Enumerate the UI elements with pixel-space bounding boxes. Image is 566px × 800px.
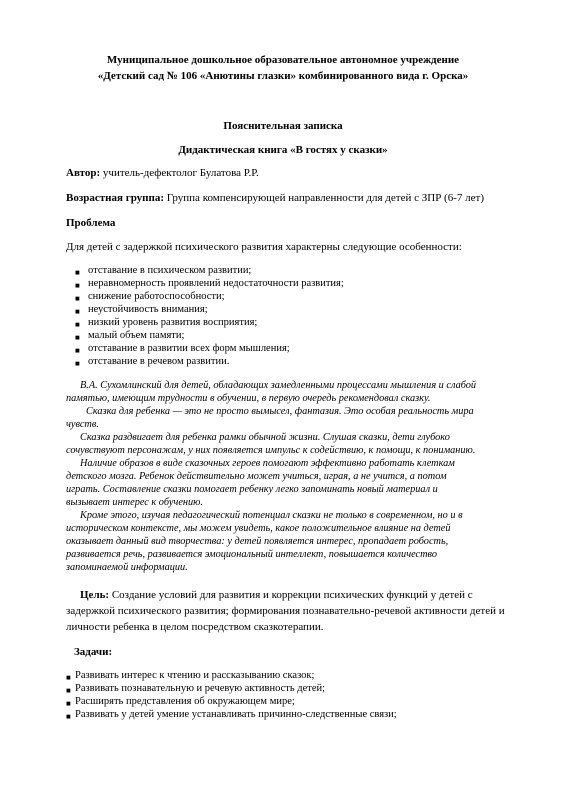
problem-item-text: малый объем памяти; bbox=[88, 330, 185, 341]
quote-line: оказывает данный вид творчества: у детей появляется интерес, пропадает робость, bbox=[66, 536, 449, 547]
goal-line3: личности ребенка в целом посредством сказкотерапии. bbox=[66, 621, 324, 633]
bullet-icon: ■ bbox=[66, 699, 71, 708]
quote-line: Сказка для ребенка — это не просто вымысел, фантазия. Это особая реальность мира bbox=[86, 406, 474, 417]
institution-name-line2: «Детский сад № 106 «Анютины глазки» комбинированного вида г. Орска» bbox=[97, 70, 469, 82]
bullet-icon: ■ bbox=[75, 294, 80, 303]
quote-line: играть. Составление сказки помогает ребенку легко запоминать новый материал и bbox=[66, 484, 438, 495]
quote-line: чувств. bbox=[66, 419, 99, 430]
book-title: Дидактическая книга «В гостях у сказки» bbox=[178, 144, 388, 156]
task-item-text: Развивать интерес к чтению и рассказыванию сказок; bbox=[75, 670, 315, 681]
bullet-icon: ■ bbox=[75, 307, 80, 316]
problem-item-text: неравномерность проявлений недостаточности развития; bbox=[88, 278, 344, 289]
quote-line: памятью, имеющим трудности в обучении, в первую очередь рекомендовал сказку. bbox=[66, 393, 431, 404]
bullet-icon: ■ bbox=[75, 281, 80, 290]
problem-item-text: отставание в речевом развитии. bbox=[88, 356, 230, 367]
quote-line: историческом контексте, мы можем увидеть, какое положительное влияние на детей bbox=[66, 523, 451, 534]
author-label: Автор: bbox=[66, 167, 101, 179]
bullet-icon: ■ bbox=[66, 673, 71, 682]
bullet-icon: ■ bbox=[75, 359, 80, 368]
quote-line: сочувствуют персонажам, у них появляется импульс к содействию, к помощи, к пониманию. bbox=[66, 445, 476, 456]
quote-line: вызывает интерес к обучению. bbox=[66, 497, 204, 508]
bullet-icon: ■ bbox=[75, 320, 80, 329]
goal-line1 bbox=[80, 589, 473, 601]
quote-line: В.А. Сухомлинский для детей, обладающих замедленными процессами мышления и слабой bbox=[80, 380, 477, 391]
author-line bbox=[66, 167, 259, 179]
author-value: учитель-дефектолог Булатова Р.Р. bbox=[100, 167, 259, 179]
institution-name-line1: Муниципальное дошкольное образовательное автономное учреждение bbox=[106, 54, 460, 66]
problem-item-text: снижение работоспособности; bbox=[88, 291, 225, 302]
goal-line2: задержкой психического развития; формирования познавательно-речевой активности детей и bbox=[66, 605, 505, 617]
goal-text-1: Создание условий для развития и коррекции психических функций у детей с bbox=[109, 589, 473, 601]
age-group-line bbox=[66, 192, 484, 204]
bullet-icon: ■ bbox=[66, 686, 71, 695]
quote-line: развивается речь, развивается эмоциональный интеллект, повышается количество bbox=[66, 549, 438, 560]
problem-item-text: отставание в психическом развитии; bbox=[88, 265, 252, 276]
quote-line: Наличие образов в виде сказочных героев помогают эффективно работать клеткам bbox=[80, 458, 455, 469]
quote-line: Кроме этого, изучая педагогический потенциал сказки не только в современном, но и в bbox=[80, 510, 463, 521]
problem-item-text: неустойчивость внимания; bbox=[88, 304, 208, 315]
goal-label: Цель: bbox=[80, 589, 110, 601]
age-group-label: Возрастная группа: bbox=[66, 192, 165, 204]
problem-heading: Проблема bbox=[66, 217, 116, 229]
problem-intro: Для детей с задержкой психического развития характерны следующие особенности: bbox=[66, 241, 462, 253]
bullet-icon: ■ bbox=[75, 333, 80, 342]
tasks-heading: Задачи: bbox=[74, 646, 113, 658]
doc-type-title: Пояснительная записка bbox=[223, 120, 343, 132]
quote-line: запоминаемой информации. bbox=[66, 562, 188, 573]
bullet-icon: ■ bbox=[75, 268, 80, 277]
task-item-text: Развивать у детей умение устанавливать причинно-следственные связи; bbox=[75, 709, 397, 720]
age-group-value: Группа компенсирующей направленности для детей с ЗПР (6-7 лет) bbox=[164, 192, 484, 204]
quote-line: Сказка раздвигает для ребенка рамки обычной жизни. Слушая сказки, дети глубоко bbox=[80, 432, 450, 443]
bullet-icon: ■ bbox=[75, 346, 80, 355]
task-item-text: Расширять представления об окружающем мире; bbox=[75, 696, 295, 707]
problem-item-text: отставание в развитии всех форм мышления; bbox=[88, 343, 290, 354]
task-item-text: Развивать познавательную и речевую активность детей; bbox=[75, 683, 326, 694]
quote-line: детского мозга. Ребенок действительно может учиться, играя, а не учится, а потом bbox=[66, 471, 447, 482]
problem-item-text: низкий уровень развития восприятия; bbox=[88, 317, 258, 328]
bullet-icon: ■ bbox=[66, 712, 71, 721]
